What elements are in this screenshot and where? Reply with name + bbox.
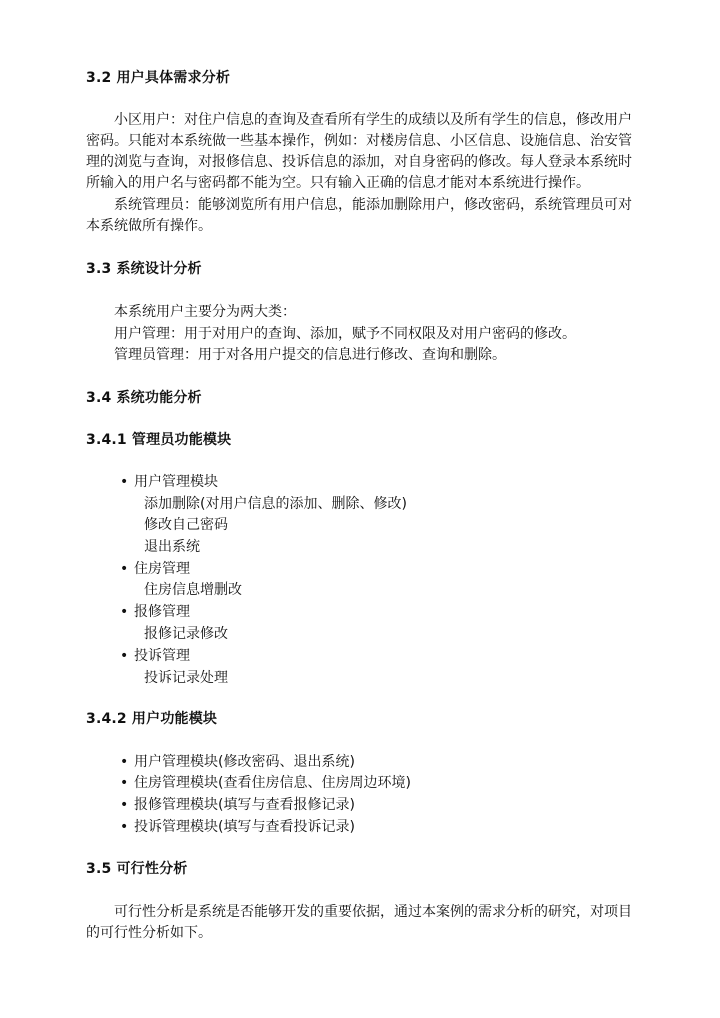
bullet: • — [120, 474, 129, 490]
list-item-label: 报修管理 — [134, 604, 190, 620]
paragraph-line: 可行性分析是系统是否能够开发的重要依据，通过本案例的需求分析的研究，对项目 — [114, 904, 632, 920]
sub-list-item: 报修记录修改 — [144, 626, 228, 642]
sub-list-item: 住房信息增删改 — [144, 582, 242, 598]
list-item — [120, 472, 218, 492]
list-item-label: 用户管理模块(修改密码、退出系统) — [134, 754, 355, 770]
bullet: • — [120, 754, 129, 770]
sub-list-item: 添加删除(对用户信息的添加、删除、修改) — [144, 496, 407, 512]
section-heading-3-4-2: 3.4.2 用户功能模块 — [86, 711, 218, 727]
section-heading-3-3: 3.3 系统设计分析 — [86, 261, 202, 277]
paragraph-line: 本系统做所有操作。 — [86, 218, 212, 234]
list-item — [120, 559, 190, 579]
section-heading-3-2: 3.2 用户具体需求分析 — [86, 70, 231, 86]
bullet: • — [120, 819, 129, 835]
list-item — [120, 602, 190, 622]
bullet: • — [120, 561, 129, 577]
section-heading-3-4: 3.4 系统功能分析 — [86, 390, 202, 406]
bullet: • — [120, 775, 129, 791]
list-item-label: 投诉管理 — [134, 648, 190, 664]
bullet: • — [120, 604, 129, 620]
list-item-label: 报修管理模块(填写与查看报修记录) — [134, 797, 355, 813]
list-item-label: 住房管理模块(查看住房信息、住房周边环境) — [134, 775, 411, 791]
sub-list-item: 投诉记录处理 — [144, 670, 228, 686]
paragraph-line: 本系统用户主要分为两大类： — [114, 304, 296, 320]
list-item — [120, 646, 190, 666]
paragraph-line: 所输入的用户名与密码都不能为空。只有输入正确的信息才能对本系统进行操作。 — [86, 175, 590, 191]
list-item-label: 用户管理模块 — [134, 474, 218, 490]
section-heading-3-4-1: 3.4.1 管理员功能模块 — [86, 432, 232, 448]
section-heading-3-5: 3.5 可行性分析 — [86, 861, 188, 877]
sub-list-item: 退出系统 — [144, 539, 200, 555]
list-item — [120, 773, 411, 793]
list-item-label: 住房管理 — [134, 561, 190, 577]
list-item-label: 投诉管理模块(填写与查看投诉记录) — [134, 819, 355, 835]
list-item — [120, 817, 355, 837]
list-item — [120, 795, 355, 815]
paragraph-line: 小区用户：对住户信息的查询及查看所有学生的成绩以及所有学生的信息，修改用户 — [114, 112, 632, 128]
bullet: • — [120, 797, 129, 813]
paragraph-line: 管理员管理：用于对各用户提交的信息进行修改、查询和删除。 — [114, 347, 506, 363]
paragraph-line: 系统管理员：能够浏览所有用户信息，能添加删除用户，修改密码，系统管理员可对 — [114, 197, 632, 213]
bullet: • — [120, 648, 129, 664]
paragraph-line: 密码。只能对本系统做一些基本操作，例如：对楼房信息、小区信息、设施信息、治安管 — [86, 133, 632, 149]
sub-list-item: 修改自己密码 — [144, 517, 228, 533]
paragraph-line: 的可行性分析如下。 — [86, 925, 212, 941]
paragraph-line: 理的浏览与查询，对报修信息、投诉信息的添加，对自身密码的修改。每人登录本系统时 — [86, 154, 632, 170]
list-item — [120, 752, 355, 772]
paragraph-line: 用户管理：用于对用户的查询、添加，赋予不同权限及对用户密码的修改。 — [114, 326, 576, 342]
